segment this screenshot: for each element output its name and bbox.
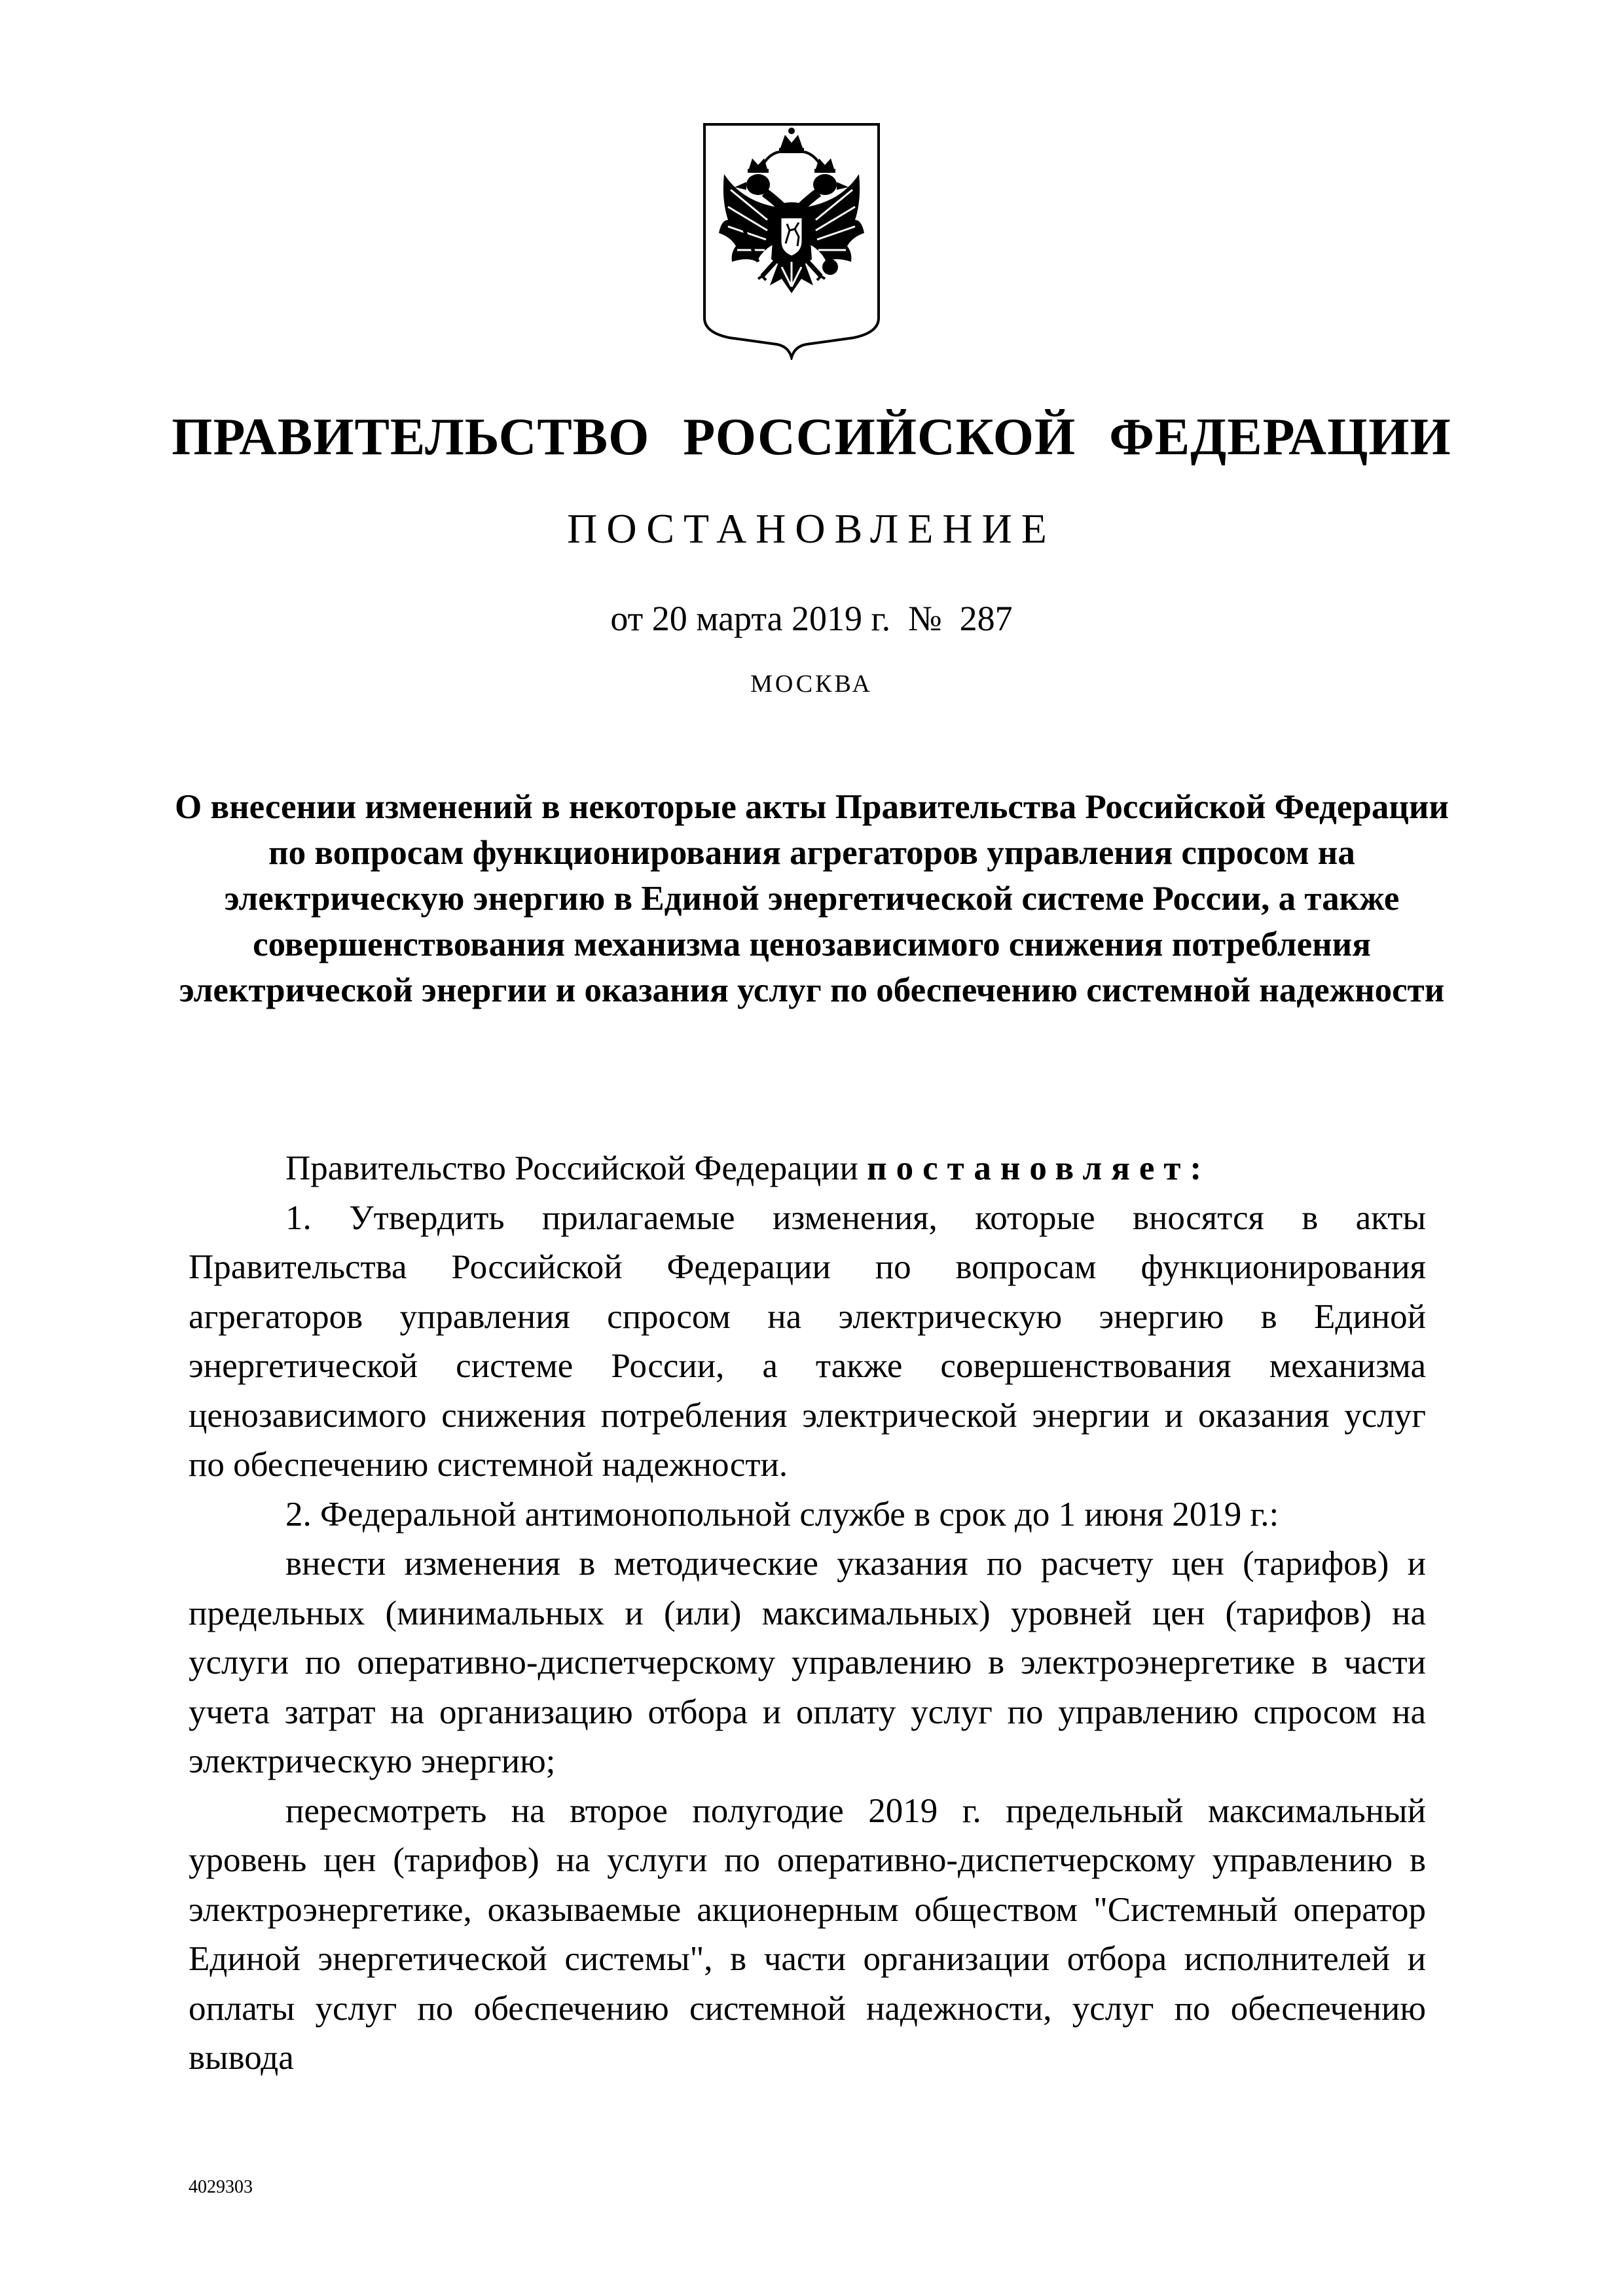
document-place: МОСКВА xyxy=(750,670,873,698)
document-body xyxy=(189,1144,1426,2083)
document-code: 4029303 xyxy=(189,2177,253,2197)
russian-coat-of-arms-icon xyxy=(702,122,881,360)
organization-title: ПРАВИТЕЛЬСТВО РОССИЙСКОЙ ФЕДЕРАЦИИ xyxy=(172,408,1451,466)
document-date-number: от 20 марта 2019 г. № 287 xyxy=(610,599,1013,638)
paragraph-2-item-2: пересмотреть на второе полугодие 2019 г. предельный максимальный уровень цен (тарифов) на услуги по оперативно-диспетчерскому управлению в электроэнергетике, оказываемые акционерным обществом "Системный оператор Единой энергетической системы", в части организации отбора исполнителей и оплаты услуг по обеспечению системной надежности, услуг по обеспечению вывода xyxy=(189,1791,1426,2077)
paragraph-2: 2. Федеральной антимонопольной службе в срок до 1 июня 2019 г.: xyxy=(285,1495,1279,1534)
decree-word: постановляет: xyxy=(867,1149,1211,1187)
paragraph-1: 1. Утвердить прилагаемые изменения, которые вносятся в акты Правительства Российской Федерации по вопросам функционирования агрегаторов управления спросом на электрическую энергию в Единой энергетической системе России, а также совершенствования механизма ценозависимого снижения потребления электрической энергии и оказания услуг по обеспечению системной надежности. xyxy=(189,1198,1426,1484)
document-heading: О внесении изменений в некоторые акты Правительства Российской Федерации по вопросам функционирования агрегаторов управления спросом на электрическую энергию в Единой энергетической системе России, а также совершенствования механизма ценозависимого снижения потребления электрической энергии и оказания услуг по обеспечению системной надежности xyxy=(175,788,1449,1009)
intro-text: Правительство Российской Федерации xyxy=(285,1149,858,1187)
intro-paragraph xyxy=(189,1144,1426,1194)
paragraph-2-item-1: внести изменения в методические указания по расчету цен (тарифов) и предельных (минимальных и (или) максимальных) уровней цен (тарифов) на услуги по оперативно-диспетчерскому управлению в электроэнергетике в части учета затрат на организацию отбора и оплату услуг по управлению спросом на электрическую энергию; xyxy=(189,1545,1426,1780)
document-type: ПОСТАНОВЛЕНИЕ xyxy=(567,505,1056,552)
